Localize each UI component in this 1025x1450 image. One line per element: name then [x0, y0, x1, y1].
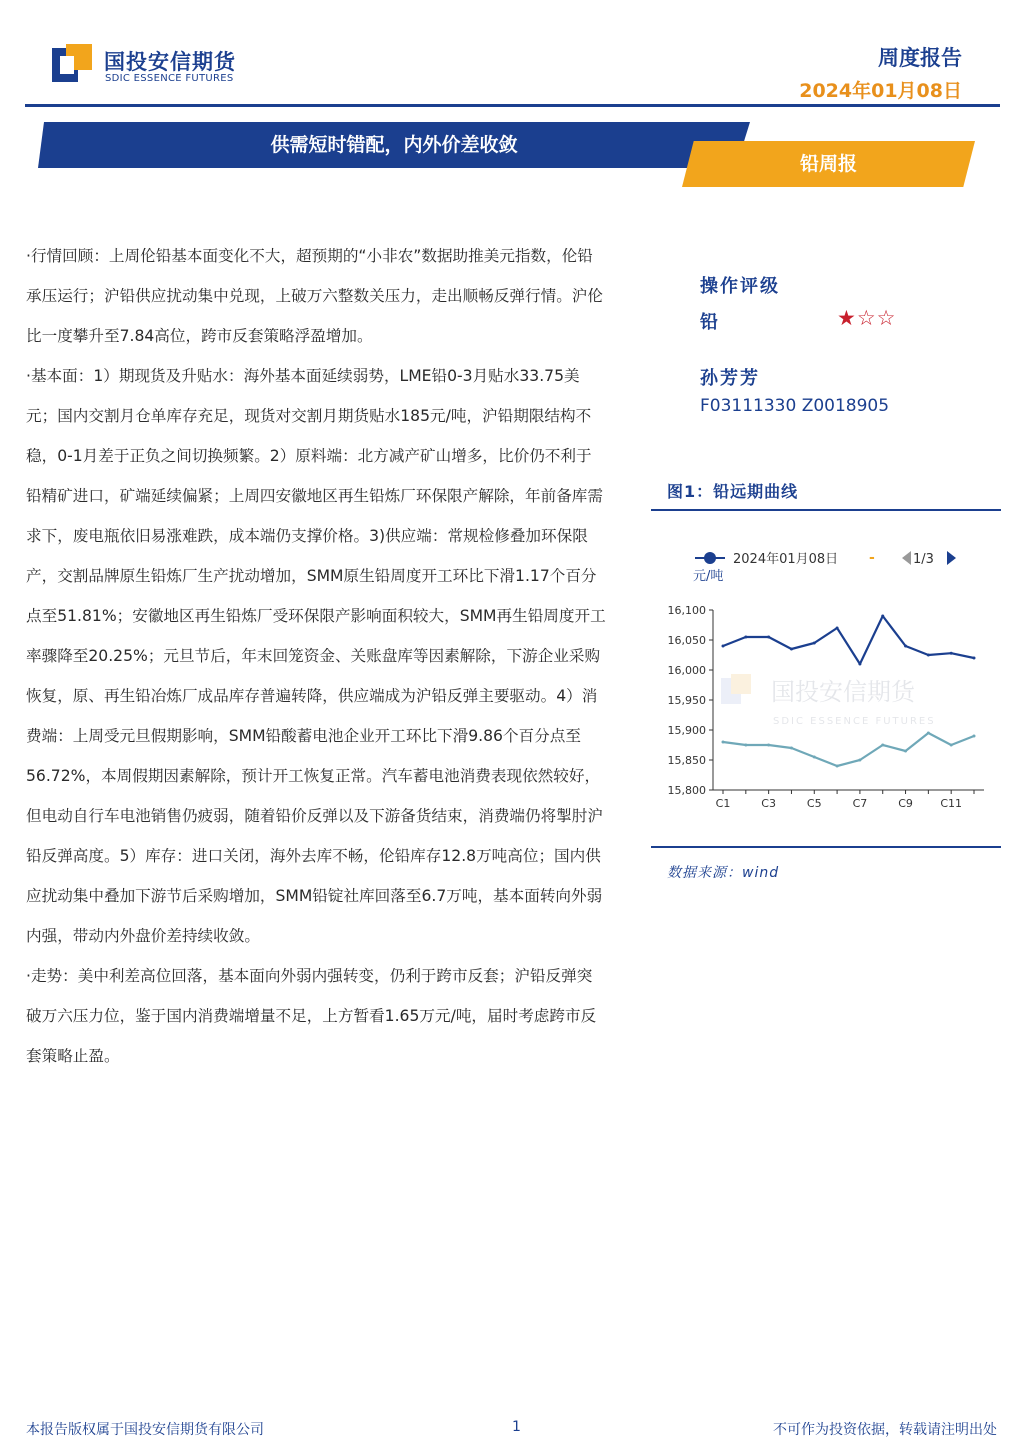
- x-tick-label: C3: [761, 797, 776, 810]
- y-tick-label: 15,850: [667, 754, 706, 767]
- data-point-series-1: [813, 642, 816, 645]
- company-name-cn: 国投安信期货: [104, 50, 236, 74]
- data-point-series-1: [904, 645, 907, 648]
- watermark-text-en: SDIC ESSENCE FUTURES: [773, 716, 936, 727]
- data-point-series-1: [790, 648, 793, 651]
- data-point-series-2: [881, 744, 884, 747]
- rating-stars-icon: ★☆☆: [837, 306, 897, 330]
- next-page-icon[interactable]: [947, 551, 956, 565]
- data-point-series-2: [950, 744, 953, 747]
- legend-pager: 1/3: [913, 552, 934, 567]
- y-tick-label: 15,950: [667, 694, 706, 707]
- company-logo: [52, 42, 242, 90]
- main-text: [26, 236, 606, 1076]
- data-point-series-1: [858, 663, 861, 666]
- plot-area: [668, 604, 985, 810]
- paragraph-trend: ·走势：美中利差高位回落，基本面向外弱内强转变，仍利于跨市反套；沪铅反弹突破万六压力位，鉴于国内消费端增量不足，上方暂看1.65万元/吨，届时考虑跨市反套策略止盈。: [26, 967, 597, 1065]
- data-point-series-1: [927, 654, 930, 657]
- series-line-1: [723, 616, 974, 664]
- data-point-series-2: [927, 732, 930, 735]
- data-point-series-2: [973, 735, 976, 738]
- report-tag: 铅周报: [799, 153, 857, 175]
- data-point-series-2: [858, 759, 861, 762]
- data-point-series-1: [767, 636, 770, 639]
- series-line-2: [723, 733, 974, 766]
- data-point-series-1: [836, 627, 839, 630]
- rating-item: 铅: [700, 312, 718, 333]
- data-point-series-2: [790, 747, 793, 750]
- x-tick-label: C1: [715, 797, 731, 810]
- x-tick-label: C11: [940, 797, 963, 810]
- y-axis-unit: 元/吨: [693, 569, 724, 584]
- chart-legend: [695, 550, 956, 567]
- analyst-ids: F03111330 Z0018905: [700, 396, 890, 416]
- rating-row: [700, 308, 1000, 336]
- analyst-name: 孙芳芳: [700, 368, 760, 389]
- legend-dot-series-1: [704, 552, 716, 564]
- figure-divider-top: [651, 509, 1001, 511]
- company-name-en: SDIC ESSENCE FUTURES: [105, 73, 234, 84]
- data-point-series-1: [744, 636, 747, 639]
- sidebar: [700, 272, 1000, 416]
- header-divider: [25, 104, 1000, 107]
- data-point-series-2: [744, 744, 747, 747]
- y-tick-label: 15,900: [667, 724, 706, 737]
- paragraph-market-review: ·行情回顾：上周伦铅基本面变化不大，超预期的“小非农”数据助推美元指数，伦铅承压运行；沪铅供应扰动集中兑现，上破万六整数关压力，走出顺畅反弹行情。沪伦比一度攀升至7.84高位，跨市反套策略浮盈增加。: [26, 247, 603, 345]
- y-tick-label: 16,100: [667, 604, 706, 617]
- data-source: 数据来源：wind: [667, 865, 780, 881]
- forward-curve-chart: [651, 530, 1001, 830]
- data-point-series-1: [973, 657, 976, 660]
- data-point-series-1: [881, 615, 884, 618]
- prev-page-icon[interactable]: [902, 551, 911, 565]
- data-point-series-2: [904, 750, 907, 753]
- data-point-series-2: [813, 756, 816, 759]
- page-number: 1: [512, 1419, 521, 1435]
- report-title: 供需短时错配，内外价差收敛: [270, 134, 518, 156]
- y-tick-label: 16,050: [667, 634, 706, 647]
- x-tick-label: C5: [806, 797, 822, 810]
- y-tick-label: 16,000: [667, 664, 706, 677]
- data-point-series-2: [836, 765, 839, 768]
- watermark-text-cn: 国投安信期货: [771, 678, 915, 706]
- x-tick-label: C7: [852, 797, 868, 810]
- data-point-series-1: [722, 645, 725, 648]
- paragraph-fundamentals: ·基本面：1）期现货及升贴水：海外基本面延续弱势，LME铅0-3月贴水33.75美元；国内交割月仓单库存充足，现货对交割月期货贴水185元/吨，沪铅期限结构不稳，0-1月差于正负之间切换频繁。2）原料端：北方减产矿山增多，比价仍不利于铅精矿进口，矿端延续偏紧；上周四安徽地区再生铅炼厂环保限产解除，年前备库需求下，废电瓶依旧易涨难跌，成本端仍支撑价格。3)供应端：常规检修叠加环保限产，交割品牌原生铅炼厂生产扰动增加，SMM原生铅周度开工环比下滑1.17个百分点至51.81%；安徽地区再生铅炼厂受环保限产影响面积较大，SMM再生铅周度开工率骤降至20.25%；元旦节后，年末回笼资金、关账盘库等因素解除，下游企业采购恢复，原、再生铅冶炼厂成品库存普遍转降，供应端成为沪铅反弹主要驱动。4）消费端：上周受元旦假期影响，SMM铅酸蓄电池企业开工环比下滑9.86个百分点至56.72%，本周假期因素解除，预计开工恢复正常。汽车蓄电池消费表现依然较好，但电动自行车电池销售仍疲弱，随着铅价反弹以及下游备货结束，消费端仍将掣肘沪铅反弹高度。5）库存：进口关闭，海外去库不畅，伦铅库存12.8万吨高位；国内供应扰动集中叠加下游节后采购增加，SMM铅锭社库回落至6.7万吨，基本面转向外弱内强，带动内外盘价差持续收敛。: [26, 367, 606, 945]
- rating-label: 操作评级: [700, 276, 780, 297]
- report-type: 周度报告: [878, 46, 962, 70]
- x-tick-label: C9: [898, 797, 913, 810]
- figure-title: 图1：铅远期曲线: [667, 482, 799, 501]
- data-point-series-2: [767, 744, 770, 747]
- legend-marker-series-2: -: [869, 550, 875, 566]
- y-tick-label: 15,800: [667, 784, 706, 797]
- watermark: [721, 674, 936, 727]
- data-point-series-2: [722, 741, 725, 744]
- report-date: 2024年01月08日: [799, 80, 962, 102]
- footer-copyright: 本报告版权属于国投安信期货有限公司: [26, 1422, 264, 1438]
- legend-label-series-1: 2024年01月08日: [733, 552, 839, 567]
- figure-divider-bottom: [651, 846, 1001, 848]
- data-point-series-1: [950, 652, 953, 655]
- logo-mark-icon: [52, 44, 92, 84]
- footer-disclaimer: 不可作为投资依据，转载请注明出处: [773, 1422, 997, 1438]
